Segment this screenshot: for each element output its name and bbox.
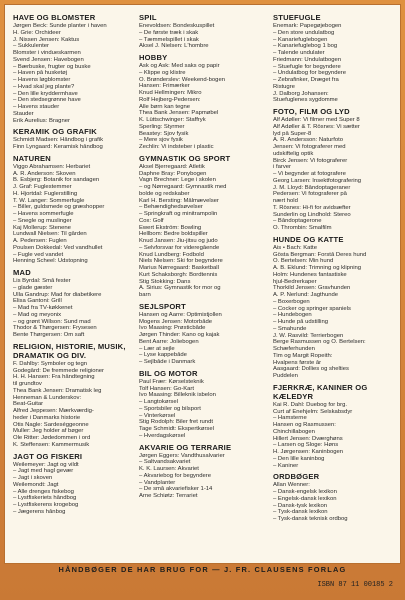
book-title-entry: – Stuefugle for begyndere	[273, 63, 341, 70]
book-title-entry: K. Lüttschwinger: Staffryk	[139, 117, 206, 123]
book-title-entry: – Zebrafinker, Dræget fra	[273, 77, 339, 83]
title-list	[139, 164, 267, 299]
book-title-entry: i farver	[273, 164, 292, 171]
title-list	[13, 23, 133, 124]
book-title-entry: Ivo Maasing: Prøsticbåde	[139, 325, 206, 332]
section-heading: FJERKRÆ, KANINER OG KÆLEDYR	[273, 382, 368, 401]
book-title-entry: Viggo Abrahamsen: Herbariet	[13, 163, 91, 170]
book-title-entry: Finn Lyngaard: Keramisk håndbog	[13, 144, 103, 150]
book-title-entry: – Tysk-dansk lexikon	[273, 509, 328, 516]
book-title-entry: Tage Schmidt: Ekspertkørsel	[139, 426, 214, 432]
book-title-entry: – Mere sjov fysik	[139, 137, 183, 144]
book-title-entry: Jørgen Eggers: Vandthusalvarier	[139, 452, 225, 459]
book-title-entry: – Den lille kaninbog	[273, 455, 325, 462]
book-title-entry: – Cocker og springer spaniels	[273, 305, 351, 312]
book-title-entry: Arne Schiøtz: Terrariet	[139, 493, 198, 499]
book-title-entry: Jørgen Beck: Sunde planter i haven	[13, 23, 107, 29]
book-title-entry: – Havens sommerfugle	[13, 211, 74, 217]
book-title-entry: A. R. Andersson: Naturfoto	[273, 137, 344, 144]
book-title-entry: nært hold	[273, 198, 298, 204]
book-title-entry: Kurt Schaksborgh: Bordtennis	[139, 271, 218, 278]
book-title-entry: Pedersen: Vi fotograferer på	[273, 191, 347, 198]
book-title-entry: Friedmann: Undulatbogen	[273, 56, 342, 63]
book-title-entry: Aksel Bjerregaard: Atletik	[139, 163, 205, 170]
book-title-entry: Niels Nielsen: Ski for begyndere	[139, 258, 223, 265]
book-title-entry: Knud Hellmingen: Mikro	[139, 90, 202, 96]
book-title-entry: T. Rösnes: Hi-fi for avidsæfter	[273, 204, 351, 211]
catalog-section	[13, 342, 133, 449]
book-title-entry: – Sportsbiler og bilsport	[139, 405, 201, 412]
book-title-entry: – Undulatbog for begyndere	[273, 70, 347, 77]
book-title-entry: Stauder	[13, 110, 34, 117]
book-title-entry: – Mad fra TV-køkkenet	[13, 305, 73, 311]
catalog-section	[13, 154, 133, 265]
book-title-entry: Kai R. Dahl: Duebog for brg.	[273, 401, 347, 408]
book-title-entry: barn	[139, 292, 151, 298]
book-title-entry: Tim og Margit Ropeith:	[273, 352, 333, 359]
book-title-entry: Allan Wenner:	[273, 482, 310, 489]
book-title-entry: A. B. Eklund: Trimning og klipning	[273, 265, 362, 271]
section-heading: BIL OG MOTOR	[139, 368, 198, 378]
catalog-section	[139, 302, 267, 366]
book-title-entry: – Jægerens hånbog	[13, 508, 66, 515]
catalog-section	[273, 383, 397, 470]
book-title-entry: Thorkild Jensen: Gravhunden	[273, 285, 351, 292]
book-title-entry: Cox: Golf	[139, 217, 164, 224]
book-title-entry: Bente Thørgersen: Om saft	[13, 332, 85, 338]
book-title-entry: H. H. Hansen: Fra håndtegning	[13, 374, 95, 381]
title-list	[139, 312, 267, 366]
catalog-section	[139, 53, 267, 151]
section-heading: KERAMIK OG GRAFIK	[13, 127, 97, 137]
book-title-entry: – Smahunde	[273, 325, 307, 332]
section-heading: NATUREN	[13, 153, 51, 163]
book-title-entry: Beat-Guitar	[13, 401, 44, 408]
section-heading: SEJLSPORT	[139, 301, 186, 311]
book-title-entry: Beastey: Sjov fysik	[139, 130, 189, 137]
book-title-entry: Hansen og Rasmussen:	[273, 422, 336, 428]
book-title-entry: B. Esbjerg: Botanik for sandagen	[13, 177, 100, 184]
book-title-entry: O. Brønderslev: Weekend-bogen	[139, 76, 226, 83]
book-title-entry: Enevoldsen: Bondeskuspillet	[139, 23, 215, 29]
book-title-entry: – Hundebogen	[273, 312, 312, 319]
book-title-entry: Puddelen	[273, 373, 298, 379]
section-heading: STUEFUGLE	[273, 13, 321, 22]
title-list	[13, 361, 133, 449]
book-title-entry: – Biller, guldsmede og græshopper	[13, 204, 105, 211]
book-title-entry: – og Nørregaard: Gymnastik med	[139, 184, 227, 190]
book-title-entry: – Snegle og muslinger	[13, 217, 72, 224]
book-title-entry: – Lystfiskeriets håndbog	[13, 495, 77, 502]
book-title-entry: – Klippe og klistre	[139, 69, 186, 76]
title-list	[273, 402, 397, 470]
isbn-number: ISBN 87 11 00185 2	[317, 581, 393, 589]
book-title-entry: Lundwall Nielsen: Til gården	[13, 231, 87, 238]
book-title-entry: Enemark: Papegøjebogen	[273, 23, 342, 29]
book-title-entry: Hansen: Frimærker	[139, 83, 190, 90]
catalog-panel	[4, 4, 401, 564]
book-title-entry: Gösta Bergman: Forstå Deres hund	[273, 251, 367, 258]
catalog-section	[139, 13, 267, 50]
catalog-section	[13, 13, 133, 124]
book-title-entry: Curt af Enehjelm: Selskabsdyr	[273, 408, 353, 415]
book-title-entry: A. P. Nerlund: Jagthunde	[273, 292, 339, 298]
book-title-entry: Muller: Jeg holder af bøger	[13, 428, 84, 435]
book-title-entry: – Jagt i skoven	[13, 475, 53, 481]
book-title-entry: Weilemondt: Jagt	[13, 481, 59, 488]
book-title-entry: – Saltvandsakvariet	[139, 459, 191, 466]
book-title-entry: Ulla Gandrup: Mad for diabetikere	[13, 291, 102, 298]
book-title-entry: J. W. Rasvild: Terrierbogen	[273, 332, 344, 339]
catalog-column-middle	[139, 11, 267, 503]
book-title-entry: Zechlin: Vi indsteber i plastic	[139, 144, 214, 150]
section-heading: GYMNASTIK OG SPORT	[139, 153, 231, 163]
title-list	[13, 137, 133, 151]
book-title-entry: Karl H. Bersting: Målmævelser	[139, 197, 219, 204]
book-title-entry: – De små akvariefisker 1-14	[139, 486, 213, 493]
book-title-entry: – Den lille kryddermhave	[13, 90, 78, 97]
book-title-entry: – Larsen og Sloge: Høns	[273, 442, 339, 449]
title-list	[273, 245, 397, 380]
book-title-entry: – Fugle ved vandet	[13, 251, 64, 258]
book-title-entry: Erik Aurelius: Bragner	[13, 117, 70, 124]
book-title-entry: H. Grie: Orchideer	[13, 29, 61, 36]
book-title-entry: – Dansk-tysk lexikon	[273, 502, 328, 509]
catalog-section	[139, 154, 267, 299]
book-title-entry: – Engelsk-dansk lexikon	[273, 495, 337, 502]
book-title-entry: – Hamsterne	[273, 415, 307, 422]
book-title-entry: – Vandplanter	[139, 479, 176, 486]
book-title-entry: – Kanariefuglebogen	[273, 36, 328, 43]
catalog-section	[13, 268, 133, 339]
book-title-entry: Hvalpens første år	[273, 359, 322, 366]
title-list	[139, 453, 267, 500]
section-heading: HAVE OG BLOMSTER	[13, 13, 96, 22]
book-title-entry: Alle børn kan tegne	[139, 103, 191, 110]
book-title-entry: F. Dahlby: Symboler og tegn	[13, 360, 87, 367]
book-title-entry: lyd på Super-8	[273, 130, 312, 137]
catalog-section	[13, 127, 133, 151]
section-heading: SPIL	[139, 13, 157, 22]
book-title-entry: J. Dalborg Johansen:	[273, 90, 329, 97]
title-list	[13, 462, 133, 516]
book-title-entry: Henning Scheel: Udstopning	[13, 258, 88, 265]
book-title-entry: – Akvariebog for begyndere	[139, 472, 212, 479]
title-list	[13, 164, 133, 265]
catalog-section	[139, 369, 267, 440]
book-title-entry: Paul Frær: Kørselsteknik	[139, 378, 204, 385]
catalog-section	[13, 452, 133, 516]
book-title-entry: – Havens stauder	[13, 104, 60, 110]
book-title-entry: – Dansk-engelsk lexikon	[273, 489, 337, 495]
book-title-entry: Alf Adøller & T. Rösnes: Vi sætter	[273, 123, 360, 130]
book-title-entry: – Bærbuske, frugter og buske	[13, 63, 91, 70]
book-title-entry: – Vi begynder at fotografere	[273, 171, 346, 177]
book-title-entry: Schmidt Madsen: Håndbog i grafik	[13, 137, 104, 144]
book-title-entry: heder i Danmarks historie	[13, 414, 81, 421]
book-title-entry: Holm: Hundenes fantastiske	[273, 271, 347, 278]
book-title-entry: Tolf Hansen: Go-Kart	[139, 385, 195, 392]
book-title-entry: Marius Nørregaard: Basketball	[139, 265, 219, 271]
book-title-entry: – Sejlbåde i Danmark	[139, 359, 196, 365]
book-title-entry: Stuefuglenes sygdomme	[273, 97, 338, 104]
book-title-entry: J. M. Lloyd: Båndoptageraner	[273, 184, 351, 191]
book-title-entry: – Vinterkørsel	[139, 412, 176, 419]
book-title-entry: – Lær at sejle	[139, 345, 175, 352]
book-title-entry: hjul-Bedrerkaper	[273, 278, 317, 285]
book-title-entry: Thodor & Thørgersen: Frysesen	[13, 325, 97, 332]
book-title-entry: – Havens løgblomster	[13, 77, 71, 83]
book-title-entry: Aasgaard: Dollies og shelties	[273, 366, 349, 373]
book-title-entry: – De første træk i skak	[139, 29, 199, 36]
book-title-entry: Aksel J. Nielsen: L'hombre	[139, 43, 209, 50]
book-title-entry: Sperling: Styrmer	[139, 123, 185, 130]
book-title-entry: – Den stedsegrønne have	[13, 97, 81, 104]
book-title-entry: – Hunde på udstilling	[273, 319, 329, 325]
book-title-entry: T. W. Langer: Sommerfugle	[13, 197, 85, 204]
book-title-entry: Ivo Maasing: Billeknik isbelon	[139, 392, 216, 399]
book-title-entry: A. R. Anderson: Skoven	[13, 170, 76, 177]
book-title-entry: bolde og redskaber	[139, 190, 190, 197]
book-title-entry: – Behændighedsøvelser	[139, 204, 203, 211]
book-title-entry: – Hvad skal jeg plante?	[13, 83, 75, 90]
book-title-entry: Knud Lundberg: Fodbold	[139, 251, 204, 258]
title-list	[273, 117, 397, 232]
title-list	[139, 63, 267, 151]
book-title-entry: Ewert Ekström: Bowling	[139, 224, 202, 231]
book-title-entry: Knud Jansen: Jiu-jitsu og judo	[139, 238, 218, 244]
title-list	[139, 23, 267, 50]
book-title-entry: Stig Stokking: Dans	[139, 278, 191, 285]
book-title-entry: – Lystfiskerens krogebog	[13, 502, 79, 508]
book-title-entry: Sunderlin og Lindhold: Stereo	[273, 211, 351, 218]
book-title-entry: Henneman & Lunderskov:	[13, 394, 82, 401]
catalog-section	[273, 107, 397, 232]
book-title-entry: Bent Aarre: Joliebogen	[139, 338, 199, 345]
book-title-entry: – Båndoptagerone	[273, 218, 322, 225]
book-title-entry: til grundtov	[13, 381, 42, 387]
book-title-entry: – Mad og meyonix	[13, 311, 62, 318]
book-title-entry: – Jagt med hagl gevær	[13, 468, 74, 475]
section-heading: HUNDE OG KATTE	[273, 234, 344, 244]
title-list	[273, 482, 397, 523]
book-title-entry: A. Sirius: Gymnastik for mor og	[139, 285, 221, 292]
book-title-entry: – Langtokørsel	[139, 399, 178, 405]
book-title-entry: Hansen og Aarre: Optimistjollen	[139, 311, 222, 318]
title-list	[13, 278, 133, 339]
book-title-entry: Ask og Ask: Med saks og papir	[139, 63, 220, 69]
book-title-entry: – Boxerbogen	[273, 298, 310, 305]
book-title-entry: – Tysk-dansk teknisk ordbog	[273, 516, 348, 522]
book-title-entry: Thea Bank Jensen: Dramatisk leg	[13, 387, 102, 394]
title-list	[139, 379, 267, 440]
book-title-entry: Otis Nagle: Sardeséggeonne	[13, 421, 89, 428]
book-title-entry: Schæferhunden	[273, 346, 315, 352]
section-heading: JAGT OG FISKERI	[13, 451, 83, 461]
book-title-entry: – og grønt Willson: Sund mad	[13, 318, 91, 325]
book-title-entry: H. Jørgensen: Kaninbogen	[273, 449, 344, 455]
book-title-entry: Elisa Gantoni: Grill	[13, 298, 62, 305]
catalog-section	[273, 13, 397, 104]
book-title-entry: udskiftelig optik	[273, 150, 314, 157]
catalog-section	[139, 443, 267, 500]
section-heading: RELIGION, HISTORIE, MUSIK, DRAMATIK OG DIV.	[13, 341, 126, 360]
book-title-entry: – Sukkulenter	[13, 43, 50, 50]
book-title-entry: – Kaniner	[273, 462, 299, 469]
catalog-section	[273, 235, 397, 380]
book-title-entry: Godegård: De fremmede religioner	[13, 367, 105, 374]
book-title-entry: Jørgen Thinder: Kano og kajak	[139, 332, 220, 338]
book-title-entry: – glade gæster	[13, 284, 53, 291]
book-title-entry: Alfred Jeppesen: Mærkværdig-	[13, 408, 94, 414]
book-title-entry: Hellbom: Bedre boldspiller	[139, 231, 208, 238]
book-title-entry: Georg Larsen: Insektfotografering	[273, 177, 362, 184]
book-title-entry: Ole Ritter: Jødedommen i ord	[13, 435, 91, 441]
book-title-entry: Stig Rodolph: Biler fret rundt	[139, 419, 213, 426]
book-title-entry: Berge Rasmussen og O. Bertelsen:	[273, 339, 366, 346]
book-title-entry: A. Pedersen: Fuglen	[13, 238, 67, 244]
book-title-entry: J. Nissen Jensen: Kaktus	[13, 36, 80, 43]
book-title-entry: J. Graf: Fuglestemmer	[13, 184, 72, 190]
section-heading: HOBBY	[139, 53, 168, 62]
book-title-entry: – Hverdagskørsel	[139, 432, 186, 439]
title-list	[273, 23, 397, 104]
book-title-entry: Lis Byrdal: Små fester	[13, 278, 71, 284]
book-title-entry: Ais • Bach: Katte	[273, 244, 317, 251]
section-heading: AKVARIE OG TERRARIE	[139, 442, 232, 452]
book-title-entry: – Selvforsvar for videregående	[139, 244, 220, 251]
book-title-entry: Alf Adøller: Vi filmer med Super 8	[273, 117, 360, 123]
book-title-entry: – Tæmmelspillet i skak	[139, 36, 199, 43]
publisher-footer: HÅNDBØGER DE HAR BRUG FOR — J. FR. CLAUSENS FORLAG	[58, 565, 347, 574]
book-title-entry: – Springkraft og minitrampolin	[139, 211, 218, 217]
book-title-entry: – Den store undulatbog	[273, 29, 335, 36]
book-title-entry: K. K. Laursen: Akvariet	[139, 466, 199, 472]
book-title-entry: Kaj Mollerup: Stenene	[13, 224, 71, 231]
book-title-entry: O. Thrombin: Smalfilm	[273, 225, 332, 231]
book-title-entry: – Lyse kappebåde	[139, 352, 187, 359]
book-title-entry: Thea Bank Jensen: Papmøbel	[139, 110, 219, 117]
section-heading: MAD	[13, 268, 31, 277]
book-title-entry: Daphne Bray: Ponybogen	[139, 170, 207, 177]
section-heading: FOTO, FILM OG LYD	[273, 107, 350, 116]
book-title-entry: Hillert Jensen: Dværghøns	[273, 435, 343, 442]
book-title-entry: Jensen: Vi fotograferer med	[273, 144, 346, 150]
book-title-entry: – Alle drenges fiskebog	[13, 488, 74, 495]
book-title-entry: – Talende undulater	[273, 50, 325, 56]
book-title-entry: – Haven på husketøj	[13, 70, 68, 77]
book-title-entry: – Kanariefuglebog 1 bog	[273, 43, 338, 50]
book-title-entry: Svend Jensen: Havebogen	[13, 56, 84, 63]
catalog-column-right	[273, 11, 397, 526]
book-title-entry: Birck Jensen: Vi fotograferer	[273, 157, 348, 164]
book-title-entry: Chinchillabogen	[273, 428, 315, 435]
book-title-entry: Ristugre	[273, 83, 295, 90]
book-title-entry: Rolf Hejberg-Pedersen:	[139, 96, 201, 103]
book-title-entry: K. Steffensen: Kammermusik	[13, 441, 90, 448]
catalog-section	[273, 472, 397, 523]
book-title-entry: H. Hjortdal: Fuglerstilling	[13, 190, 78, 197]
book-title-entry: Vagn Brechner: Lege i skolen	[139, 177, 216, 184]
book-title-entry: O. Bertelsen: Min hund	[273, 258, 334, 265]
book-title-entry: Mogens Jensen: Motorbåde	[139, 318, 213, 325]
catalog-column-left	[13, 11, 133, 519]
book-title-entry: Weilemeyer: Jagt og vildt	[13, 461, 79, 468]
section-heading: ORDBØGER	[273, 472, 320, 482]
book-title-entry: Poulsen Dokkedal: Ved vandhullet	[13, 244, 103, 251]
book-title-entry: Blomster i vindueskarmen	[13, 50, 81, 56]
